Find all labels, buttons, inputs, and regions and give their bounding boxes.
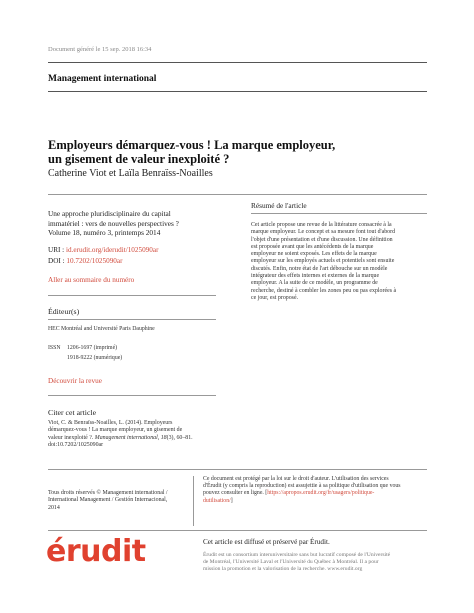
issue-line2: immatériel : vers de nouvelles perspectives ? (48, 218, 179, 228)
citation-title-end: valeur inexploité ?. (48, 434, 95, 441)
article-title-line2: un gisement de valeur inexploité ? (48, 152, 230, 166)
policy-link-cont[interactable]: dutilisation/ (203, 497, 231, 504)
abstract-line: est proposée avant que les antécédents de la marque (251, 243, 374, 250)
abstract-line: employeur. A la suite de ce modèle, un programme de (251, 280, 378, 287)
citation-text (48, 420, 208, 449)
footer-divider (193, 476, 194, 526)
erudit-logo: érudit (46, 534, 146, 569)
consortium-line2: de Montréal, l'Université Laval et l'Université du Québec à Montréal. Il a pour (203, 559, 379, 565)
footer-rule-bottom (48, 530, 427, 531)
issue-info (48, 209, 208, 238)
abstract-line: discutés. Enfin, notre état de l'art débouche sur un modèle (251, 265, 388, 272)
rights-line2: International Management / Gestión Internacional, (48, 497, 168, 504)
citation-line4: doi:10.7202/1025090ar (48, 441, 104, 448)
abstract-line: intégrateur des effets internes et externes de la marque (251, 273, 380, 280)
citation-sep: , (157, 434, 161, 441)
header-rule-bottom (48, 91, 427, 92)
uri-line (48, 246, 158, 254)
issue-line3: Volume 18, numéro 3, printemps 2014 (48, 228, 161, 237)
policy-link[interactable]: https://apropos.erudit.org/fr/usagers/politique- (267, 490, 375, 497)
issn-print-row (48, 345, 117, 351)
doi-line (48, 257, 122, 265)
citation-line2: démarquez-vous ! La marque employeur, un gisement de (48, 427, 183, 434)
copyright-line3 (203, 490, 433, 497)
doi-link[interactable]: 10.7202/1025090ar (66, 257, 123, 265)
rights-line1: Tous droits réservés © Management international / (48, 490, 168, 496)
abstract-text (251, 222, 426, 302)
distribution-notice: Cet article est diffusé et préservé par Érudit. (203, 538, 330, 546)
publisher-rule (48, 319, 216, 320)
article-authors: Catherine Viot et Laïla Benraïss-Noailles (48, 168, 213, 179)
journal-name: Management international (48, 74, 157, 84)
generated-date: Document généré le 15 sep. 2018 16:34 (48, 46, 152, 53)
copyright-line3-text: pouvez consulter en ligne. [ (203, 490, 268, 497)
issn-digital-row (48, 355, 122, 361)
issn-label: ISSN (48, 345, 61, 351)
abstract-line: recherche, destiné à combler les zones peu ou pas explorées à (251, 287, 397, 294)
rights-notice (48, 490, 208, 512)
article-title (48, 138, 368, 166)
citation-journal: Management international (94, 434, 158, 441)
issue-line1: Une approche pluridisciplinaire du capital (48, 209, 171, 218)
abstract-heading: Résumé de l'article (251, 201, 307, 210)
cite-heading: Citer cet article (48, 408, 97, 417)
consortium-line3 (203, 566, 433, 573)
citation-line1: Viot, C. & Benraïss-Noailles, L. (2014). Employeurs (48, 420, 173, 426)
abstract-line: ce jour, est proposé. (251, 294, 299, 301)
issue-summary-link[interactable]: Aller au sommaire du numéro (48, 276, 135, 284)
uri-label: URI : (48, 246, 66, 254)
title-rule (48, 194, 427, 195)
citation-volume: 18 (160, 434, 167, 441)
abstract-line: employeur sur les employés actuels et potentiels sont ensuite (251, 258, 395, 265)
article-title-line1: Employeurs démarquez-vous ! La marque employeur, (48, 138, 336, 152)
citation-pages: (3), 60–81. (166, 434, 193, 441)
uri-link[interactable]: id.erudit.org/iderudit/1025090ar (65, 246, 159, 254)
publisher-name: HEC Montréal and Université Paris Dauphine (48, 326, 155, 332)
issn-digital: 1918-9222 (numérique) (67, 355, 123, 361)
abstract-rule (251, 213, 427, 214)
consortium-line3-text: mission la promotion et la valorisation de la recherche. (203, 566, 328, 572)
erudit-site-link[interactable]: www.erudit.org (327, 566, 363, 572)
rights-line3: 2014 (48, 504, 60, 511)
links-rule (48, 295, 216, 296)
discover-rule (48, 395, 216, 396)
copyright-line2: d'Érudit (y compris la reproduction) est assujettie à sa politique d'utilisation que vous (203, 483, 401, 490)
doi-label: DOI : (48, 257, 67, 265)
copyright-line1: Ce document est protégé par la loi sur le droit d'auteur. L'utilisation des services (203, 476, 389, 482)
consortium-line1: Érudit est un consortium interuniversitaire sans but lucratif composé de l'Université (203, 552, 391, 558)
abstract-line: employeur ne soient exposés. Les effets de la marque (251, 251, 377, 258)
citation-line3 (48, 435, 208, 442)
discover-journal-link[interactable]: Découvrir la revue (48, 377, 102, 385)
publisher-heading: Éditeur(s) (48, 307, 80, 316)
header-rule (48, 62, 427, 63)
consortium-notice (203, 552, 433, 573)
copyright-bracket: ] (230, 497, 233, 504)
abstract-line: Cet article propose une revue de la littérature consacrée à la (251, 222, 392, 228)
abstract-line: l'objet d'une présentation et d'une discussion. Une définition (251, 236, 393, 243)
copyright-notice (203, 476, 433, 505)
issn-print: 1206-1697 (imprimé) (67, 345, 118, 351)
copyright-line4 (203, 498, 433, 505)
footer-rule-top (48, 469, 427, 470)
abstract-line: marque employeur. Le concept et sa mesure font tout d'abord (251, 229, 396, 236)
